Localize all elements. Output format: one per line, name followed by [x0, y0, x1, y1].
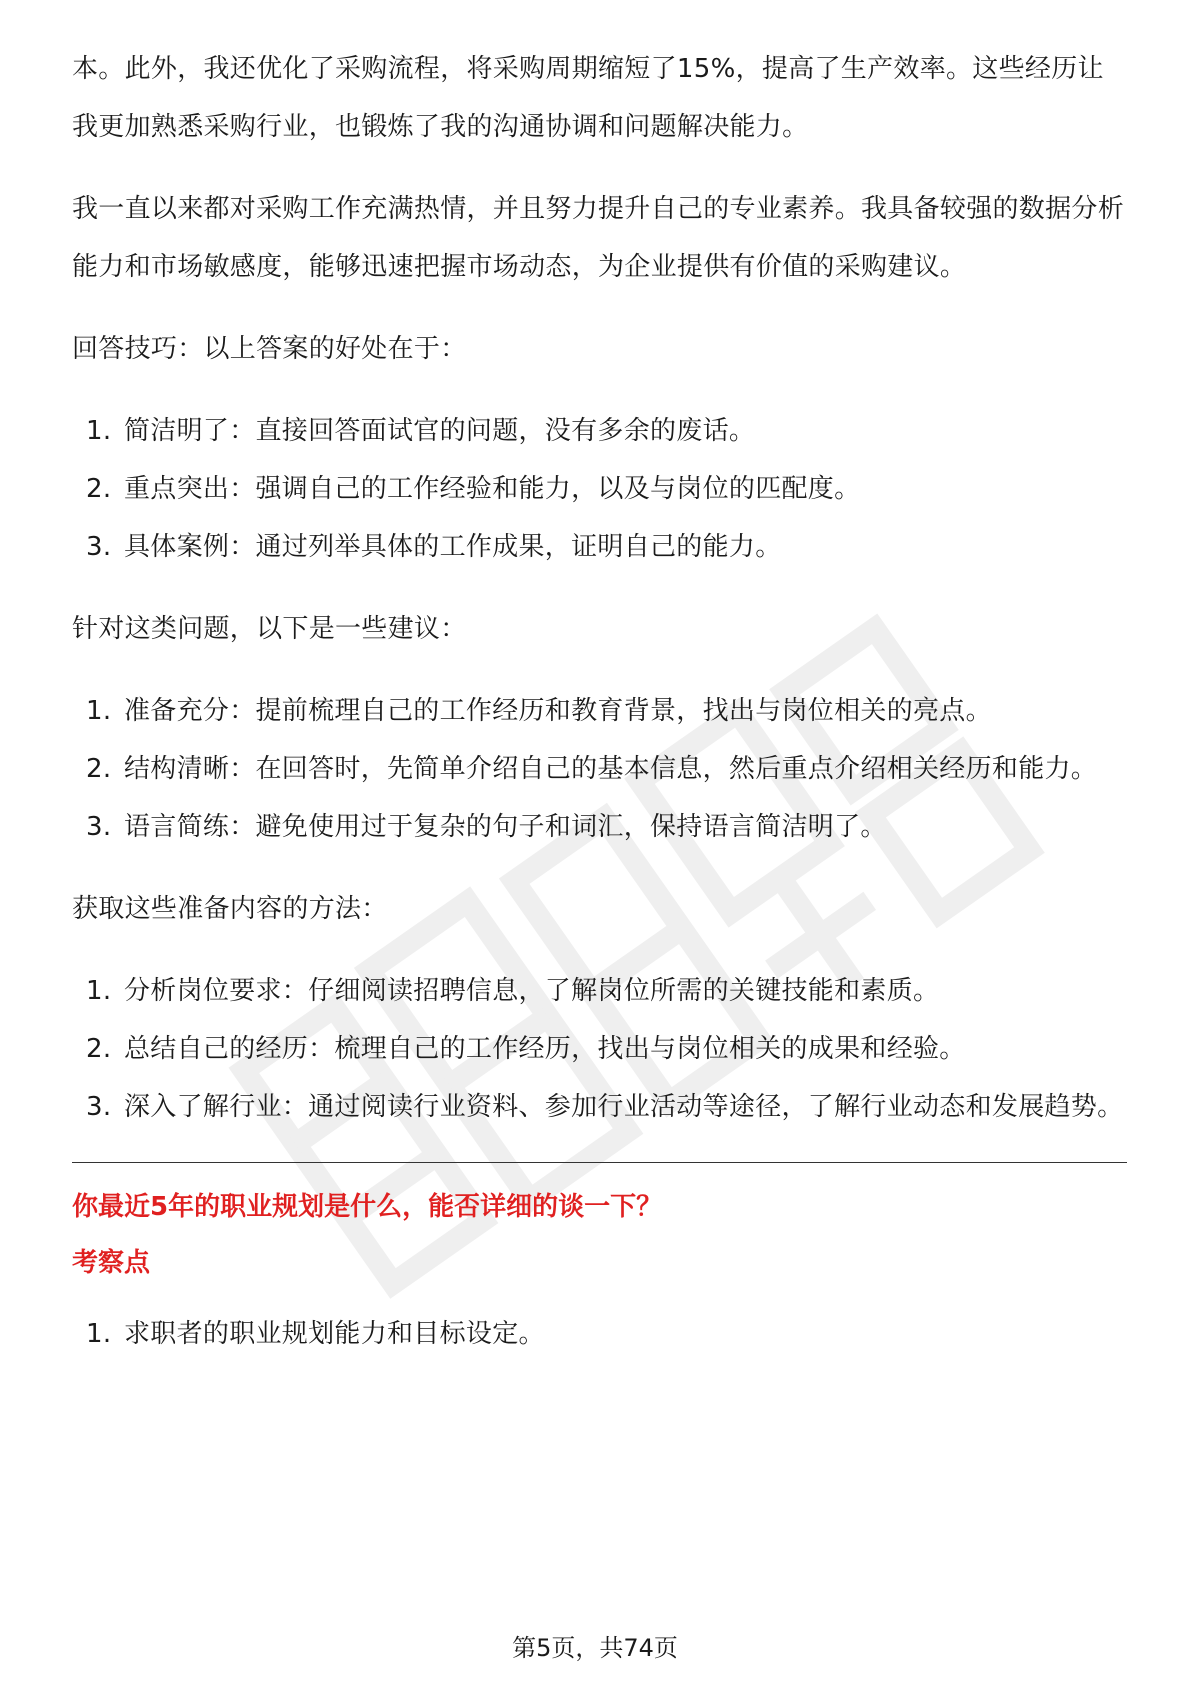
list-number: 3. [86, 812, 112, 842]
list-item [72, 682, 1127, 740]
list-item-text: 语言简练：避免使用过于复杂的句子和词汇，保持语言简洁明了。 [124, 812, 887, 842]
list-item-text: 深入了解行业：通过阅读行业资料、参加行业活动等途径，了解行业动态和发展趋势。 [124, 1092, 1124, 1122]
page-footer: 第5页，共74页 [512, 1634, 678, 1662]
list-number: 2. [86, 474, 112, 504]
list-item [72, 402, 1127, 460]
paragraph-tips-heading: 回答技巧：以上答案的好处在于： [72, 334, 467, 364]
list-number: 1. [86, 696, 112, 726]
list-item [72, 1078, 1127, 1136]
list-item-text: 简洁明了：直接回答面试官的问题，没有多余的废话。 [124, 416, 756, 446]
list-item-text: 具体案例：通过列举具体的工作成果，证明自己的能力。 [124, 532, 782, 562]
list-number: 1. [86, 976, 112, 1006]
advice-list [72, 682, 1127, 856]
list-item [72, 962, 1127, 1020]
list-item-text: 重点突出：强调自己的工作经验和能力，以及与岗位的匹配度。 [124, 474, 861, 504]
paragraph-advice-heading: 针对这类问题，以下是一些建议： [72, 614, 467, 644]
section-divider [72, 1162, 1127, 1163]
list-item [72, 1305, 1127, 1363]
list-item [72, 798, 1127, 856]
question-title: 你最近5年的职业规划是什么，能否详细的谈一下？ [72, 1192, 663, 1222]
list-number: 3. [86, 532, 112, 562]
paragraph-experience: 本。此外，我还优化了采购流程，将采购周期缩短了15%，提高了生产效率。这些经历让我更加熟悉采购行业，也锻炼了我的沟通协调和问题解决能力。 [72, 54, 1104, 142]
list-item [72, 518, 1127, 576]
list-number: 2. [86, 1034, 112, 1064]
assessment-list [72, 1305, 1127, 1363]
list-item [72, 460, 1127, 518]
assessment-points-heading: 考察点 [72, 1248, 151, 1278]
list-item-text: 分析岗位要求：仔细阅读招聘信息，了解岗位所需的关键技能和素质。 [124, 976, 940, 1006]
document-page [72, 40, 1127, 1387]
list-number: 2. [86, 754, 112, 784]
tips-list [72, 402, 1127, 576]
list-number: 1. [86, 416, 112, 446]
methods-list [72, 962, 1127, 1136]
list-number: 3. [86, 1092, 112, 1122]
list-item [72, 740, 1127, 798]
list-item-text: 求职者的职业规划能力和目标设定。 [124, 1319, 545, 1349]
paragraph-methods-heading: 获取这些准备内容的方法： [72, 894, 388, 924]
list-item [72, 1020, 1127, 1078]
paragraph-passion: 我一直以来都对采购工作充满热情，并且努力提升自己的专业素养。我具备较强的数据分析能力和市场敏感度，能够迅速把握市场动态，为企业提供有价值的采购建议。 [72, 194, 1125, 282]
list-number: 1. [86, 1319, 112, 1349]
list-item-text: 结构清晰：在回答时，先简单介绍自己的基本信息，然后重点介绍相关经历和能力。 [124, 754, 1098, 784]
list-item-text: 总结自己的经历：梳理自己的工作经历，找出与岗位相关的成果和经验。 [124, 1034, 966, 1064]
list-item-text: 准备充分：提前梳理自己的工作经历和教育背景，找出与岗位相关的亮点。 [124, 696, 992, 726]
